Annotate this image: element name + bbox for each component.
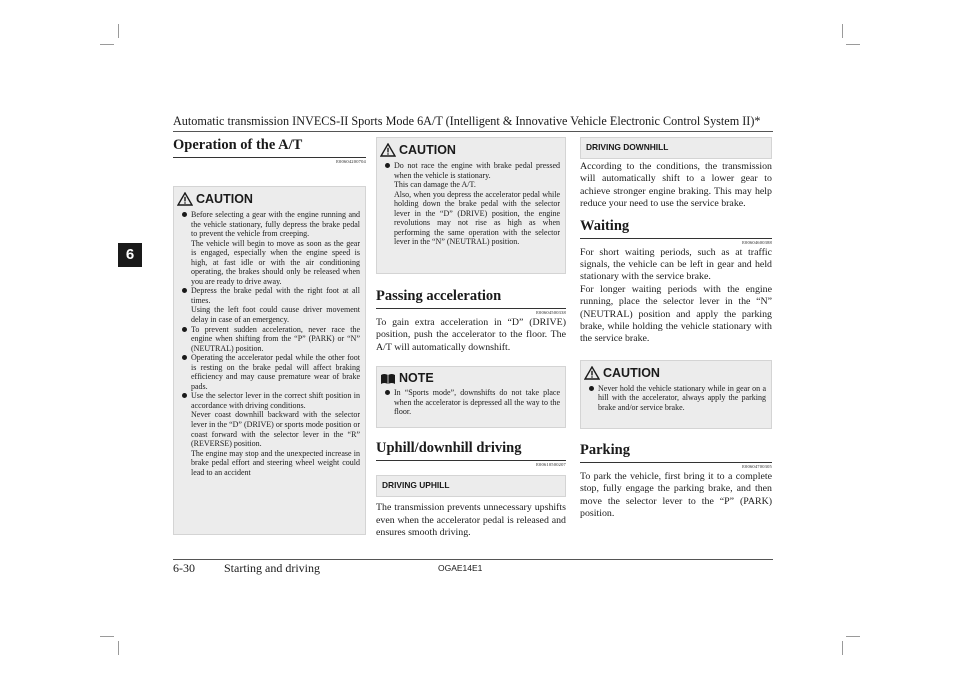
caution-item: Before selecting a gear with the engine running and the vehicle stationary, fully depress the brake pedal to prevent the vehicle from creeping. The vehicle will begin to move as soon as the gear is engaged, especially when the engine speed is high, at fast idle or with the air conditioning operating, the brakes should only be released when you are ready to drive away. — [182, 210, 360, 286]
passing-body: To gain extra acceleration in “D” (DRIVE) position, push the accelerator to the floor. The A/T will automatically downshift. — [376, 317, 566, 353]
header-rule — [173, 131, 773, 132]
warning-triangle-icon — [380, 143, 396, 157]
caution-label: CAUTION — [196, 192, 253, 206]
footer-section-title: Starting and driving — [224, 561, 320, 575]
note-item: In “Sports mode”, downshifts do not take place when the accelerator is depressed all the way to the floor. — [385, 388, 560, 417]
caution-box — [173, 186, 366, 535]
caution-label: CAUTION — [399, 143, 456, 157]
section-title-parking: Parking — [580, 441, 630, 458]
bullet-icon — [182, 212, 187, 217]
caution-label: CAUTION — [603, 365, 660, 380]
caution-box — [580, 360, 772, 429]
caution-item: Never hold the vehicle stationary while in gear on a hill with the accelerator, always apply the parking brake and/or service brake. — [589, 384, 766, 413]
caution-heading — [177, 192, 360, 206]
caution-box — [376, 137, 566, 274]
section-title-operation: Operation of the A/T — [173, 137, 303, 153]
waiting-body-2: For longer waiting periods with the engine running, place the selector lever in the “N” (NEUTRAL) position and apply the parking brake, while holding the vehicle stationary with the service brake. — [580, 283, 772, 345]
section-title-waiting: Waiting — [580, 217, 630, 234]
parking-body: To park the vehicle, first bring it to a complete stop, fully engage the parking brake, and then move the selector lever to the “P” (PARK) position. — [580, 470, 772, 520]
column-2 — [376, 137, 566, 539]
section-rule — [173, 157, 366, 158]
section-code: E00610500207 — [536, 462, 566, 468]
caution-heading — [380, 143, 560, 157]
section-rule — [376, 308, 566, 309]
column-1 — [173, 137, 366, 535]
caution-item: Depress the brake pedal with the right foot at all times. Using the left foot could cause driver movement delay in case of an emergency. — [182, 286, 360, 324]
note-box — [376, 366, 566, 428]
footer-rule — [173, 559, 773, 560]
section-rule — [580, 238, 772, 239]
crop-mark — [118, 24, 119, 38]
caution-item: Operating the accelerator pedal while the other foot is resting on the brake pedal will affect braking efficiency and may cause premature wear of brake pads. — [182, 353, 360, 391]
bullet-icon — [182, 327, 187, 332]
bullet-icon — [182, 393, 187, 398]
crop-mark — [100, 44, 114, 45]
crop-mark — [842, 24, 843, 38]
caution-item: To prevent sudden acceleration, never race the engine when shifting from the “P” (PARK) or “N” (NEUTRAL) position. — [182, 325, 360, 354]
bullet-icon — [182, 355, 187, 360]
crop-mark — [846, 44, 860, 45]
waiting-body-1: For short waiting periods, such as at traffic signals, the vehicle can be left in gear and held stationary with the service brake. — [580, 246, 772, 283]
note-label: NOTE — [399, 371, 434, 386]
bullet-icon — [385, 163, 390, 168]
chapter-tab: 6 — [118, 243, 142, 267]
crop-mark — [846, 636, 860, 637]
section-title-passing: Passing acceleration — [376, 288, 502, 304]
section-code: E00604200704 — [336, 159, 366, 164]
warning-triangle-icon — [177, 192, 193, 206]
page-number: 6-30 — [173, 561, 195, 575]
bullet-icon — [385, 390, 390, 395]
caution-item: Do not race the engine with brake pedal pressed when the vehicle is stationary. This can damage the A/T. Also, when you depress the accelerator pedal while holding down the brake pedal with the selector lever in the “D” (DRIVE) position, the engine revolutions may not rise as high as when performing the same operation with the selector lever in the “N” (NEUTRAL) position. — [385, 161, 560, 247]
warning-triangle-icon — [584, 366, 600, 380]
section-code: E00604700305 — [742, 463, 772, 469]
footer-code: OGAE14E1 — [438, 563, 483, 573]
note-pen-icon — [380, 372, 396, 385]
downhill-body: According to the conditions, the transmission will automatically shift to a lower gear to achieve stronger engine braking. This may help reduce your need to use the service brake. — [580, 161, 772, 210]
bullet-icon — [182, 288, 187, 293]
crop-mark — [100, 636, 114, 637]
subheading-driving-downhill: DRIVING DOWNHILL — [580, 137, 772, 159]
caution-item: Use the selector lever in the correct shift position in accordance with driving conditions. Never coast downhill backward with the selector lever in the “D” (DRIVE) or sports mode position or coast forward with the selector lever in the “R” (REVERSE) position. The engine may stop and the unexpected increase in brake pedal effort and steering wheel weight could lead to an accident — [182, 391, 360, 477]
section-code: E00604600388 — [742, 239, 772, 245]
crop-mark — [118, 641, 119, 655]
section-rule — [376, 460, 566, 461]
section-title-uphill: Uphill/downhill driving — [376, 440, 522, 457]
uphill-body: The transmission prevents unnecessary upshifts even when the accelerator pedal is released and ensures smooth driving. — [376, 502, 566, 539]
section-rule — [580, 462, 772, 463]
crop-mark — [842, 641, 843, 655]
column-3 — [580, 137, 772, 521]
note-heading — [380, 371, 560, 385]
subheading-driving-uphill: DRIVING UPHILL — [376, 475, 566, 497]
running-header: Automatic transmission INVECS-II Sports Mode 6A/T (Intelligent & Innovative Vehicle Electronic Control System II)* — [173, 114, 761, 128]
section-code: E00604500338 — [536, 310, 566, 315]
bullet-icon — [589, 386, 594, 391]
caution-heading — [584, 366, 766, 380]
